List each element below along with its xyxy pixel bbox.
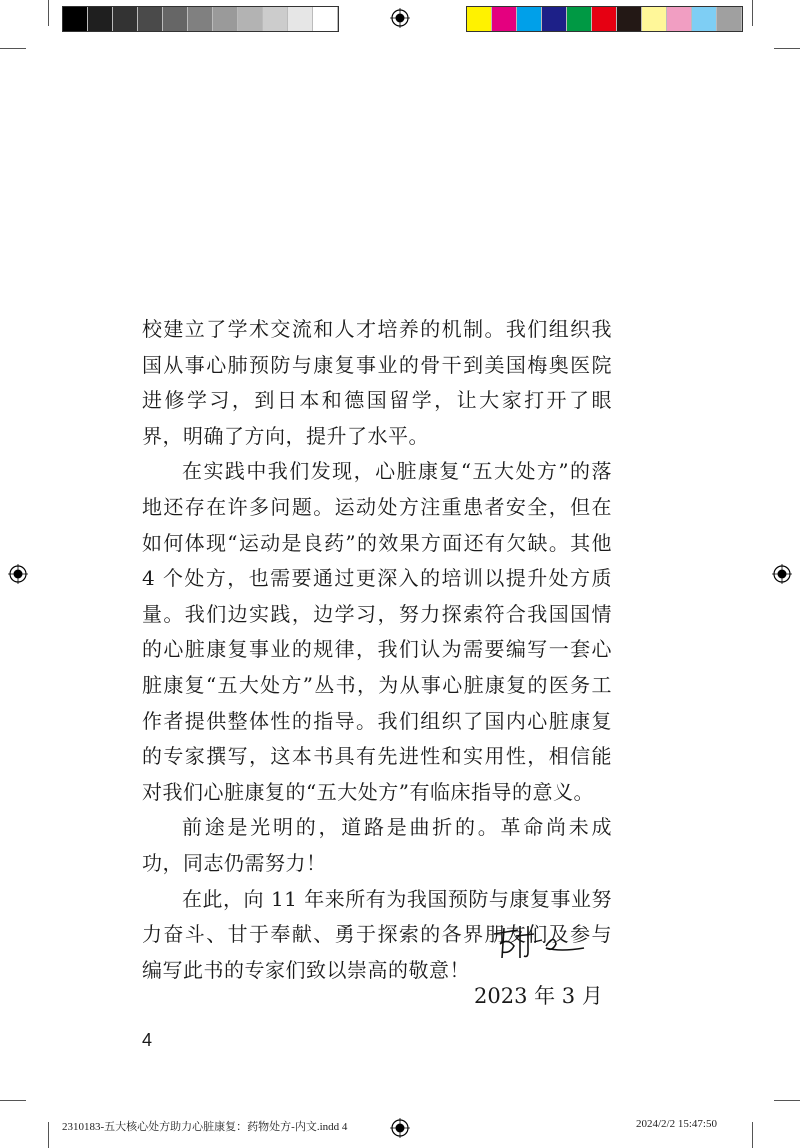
slug-timestamp: 2024/2/2 15:47:50 <box>636 1118 717 1130</box>
registration-mark-icon <box>390 8 410 28</box>
page-number: 4 <box>142 1030 153 1050</box>
gray-swatch <box>238 7 263 31</box>
crop-mark <box>0 48 26 49</box>
paragraph: 在此，向 11 年来所有为我国预防与康复事业努力奋斗、甘于奉献、勇于探索的各界朋友们及参与编写此书的专家们致以崇高的敬意！ <box>142 886 612 982</box>
crop-mark <box>774 1100 800 1101</box>
paragraph: 校建立了学术交流和人才培养的机制。我们组织我国从事心肺预防与康复事业的骨干到美国梅奥医院进修学习，到日本和德国留学，让大家打开了眼界，明确了方向，提升了水平。 <box>142 317 612 448</box>
gray-swatch <box>263 7 288 31</box>
paragraph: 在实践中我们发现，心脏康复“五大处方”的落地还存在许多问题。运动处方注重患者安全，但在如何体现“运动是良药”的效果方面还有欠缺。其他 4 个处方，也需要通过更深入的培训以提升处方质量。我们边实践，边学习，努力探索符合我国国情的心脏康复事业的规律，我们认为需要编写一套心脏康复“五大处方”丛书，为从事心脏康复的医务工作者提供整体性的指导。我们组织了国内心脏康复的专家撰写，这本书具有先进性和实用性，相信能对我们心脏康复的“五大处方”有临床指导的意义。 <box>142 459 612 804</box>
color-swatch <box>567 7 592 31</box>
color-swatch <box>717 7 742 31</box>
crop-mark <box>752 1122 753 1148</box>
paragraph: 前途是光明的，道路是曲折的。革命尚未成功，同志仍需努力！ <box>142 815 612 875</box>
grayscale-color-bar <box>62 6 339 32</box>
registration-mark-icon <box>8 564 28 584</box>
crop-mark <box>0 1100 26 1101</box>
crop-mark <box>48 0 49 26</box>
gray-swatch <box>313 7 338 31</box>
slug-file-name: 2310183-五大核心处方助力心脏康复：药物处方-内文.indd 4 <box>62 1121 348 1133</box>
color-swatch <box>467 7 492 31</box>
color-swatch <box>542 7 567 31</box>
gray-swatch <box>188 7 213 31</box>
crop-mark <box>48 1122 49 1148</box>
gray-swatch <box>213 7 238 31</box>
color-swatch <box>617 7 642 31</box>
color-swatch <box>517 7 542 31</box>
gray-swatch <box>88 7 113 31</box>
date: 2023 年 3 月 <box>474 984 603 1008</box>
body-text <box>142 312 612 988</box>
crop-mark <box>774 48 800 49</box>
color-swatch <box>642 7 667 31</box>
author-signature <box>490 922 590 962</box>
registration-mark-icon <box>772 564 792 584</box>
color-swatch <box>667 7 692 31</box>
color-swatch <box>592 7 617 31</box>
registration-mark-icon <box>390 1118 410 1138</box>
crop-mark <box>752 0 753 26</box>
gray-swatch <box>63 7 88 31</box>
process-color-bar <box>466 6 743 32</box>
gray-swatch <box>288 7 313 31</box>
gray-swatch <box>113 7 138 31</box>
gray-swatch <box>138 7 163 31</box>
color-swatch <box>692 7 717 31</box>
gray-swatch <box>163 7 188 31</box>
color-swatch <box>492 7 517 31</box>
